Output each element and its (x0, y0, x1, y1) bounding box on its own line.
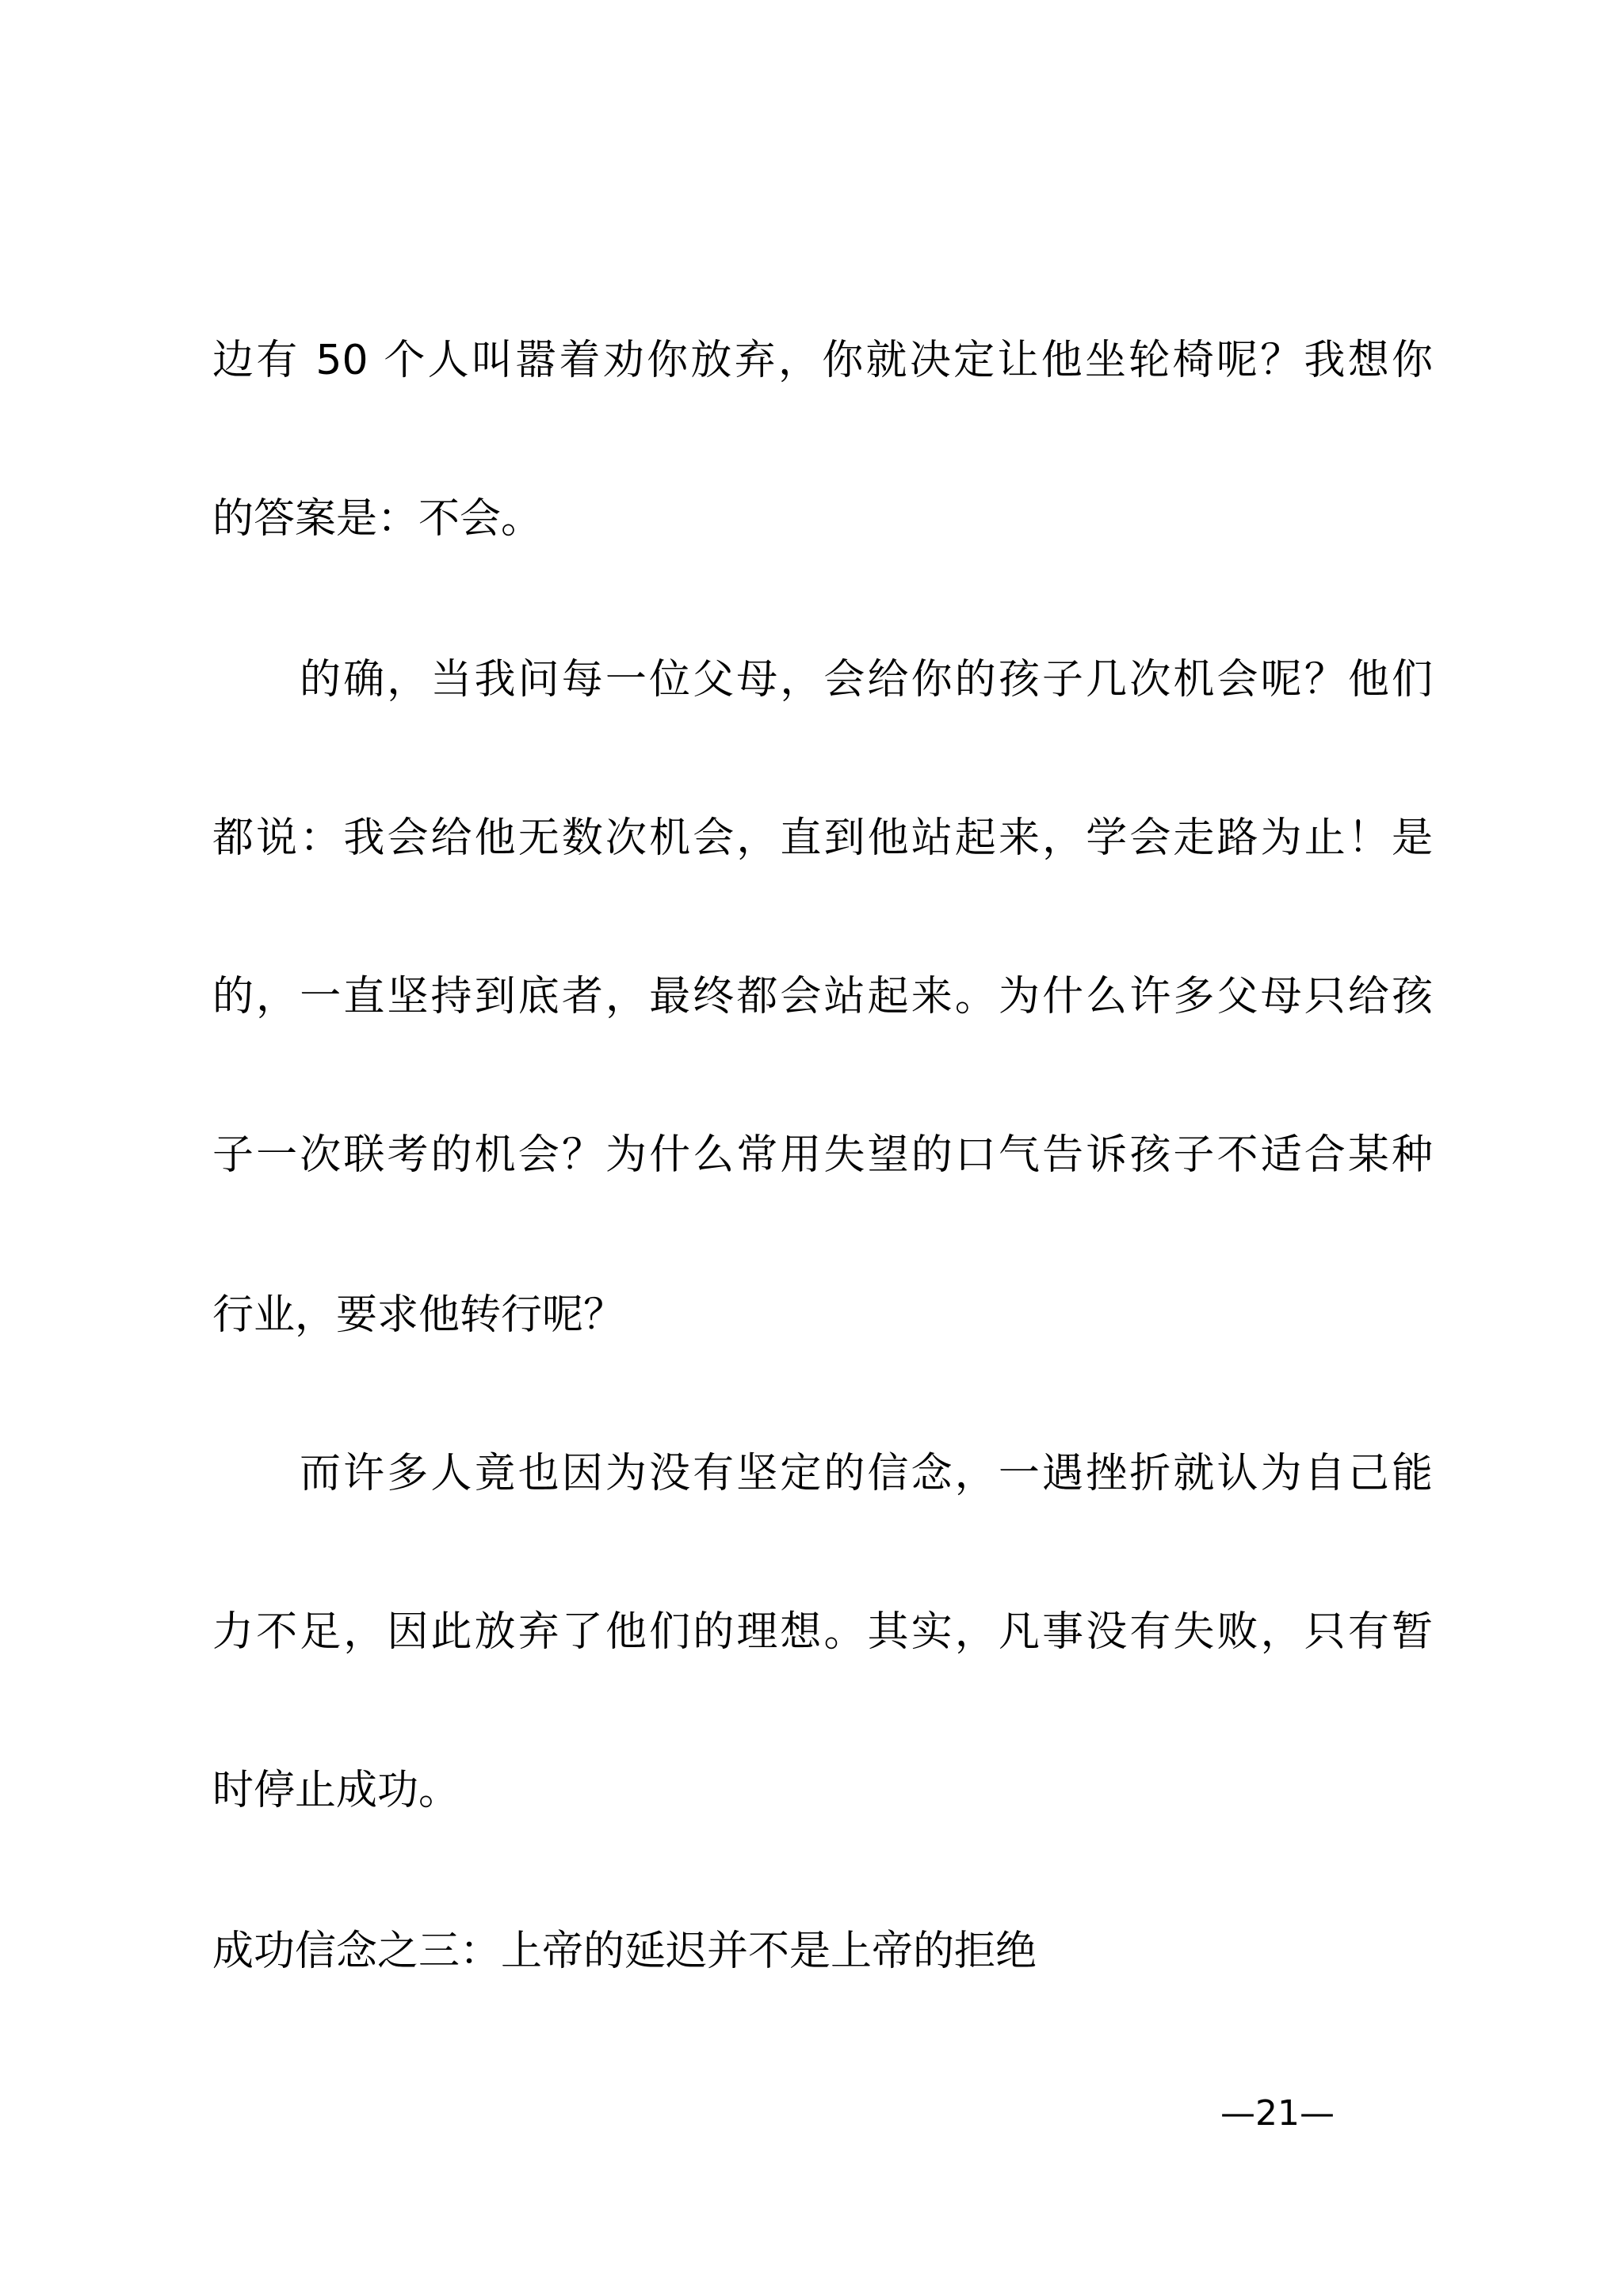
paragraph-line: 而许多人竟也因为没有坚定的信念，一遇挫折就认为自己能 (300, 1450, 1433, 1497)
paragraph-line: 时停止成功。 (212, 1767, 460, 1814)
section-heading: 成功信念之三：上帝的延迟并不是上帝的拒绝 (212, 1928, 1037, 1975)
paragraph-line: 边有 50 个人叫嚣着劝你放弃，你就决定让他坐轮椅呢？我想你 (212, 337, 1433, 384)
paragraph-line: 力不足，因此放弃了他们的理想。其实，凡事没有失败，只有暂 (212, 1608, 1433, 1656)
page-number: —21— (1220, 2093, 1335, 2134)
paragraph-line: 行业，要求他转行呢？ (212, 1291, 625, 1339)
paragraph-line: 的确，当我问每一位父母，会给你的孩子几次机会呢？他们 (300, 656, 1433, 704)
paragraph-line: 都说：我会给他无数次机会，直到他站起来，学会走路为止！是 (212, 814, 1433, 862)
paragraph-line: 子一次联考的机会？为什么常用失望的口气告诉孩子不适合某种 (212, 1131, 1433, 1179)
paragraph-line: 的答案是：不会。 (212, 495, 543, 543)
paragraph-line: 的，一直坚持到底者，最终都会站起来。为什么许多父母只给孩 (212, 973, 1433, 1020)
